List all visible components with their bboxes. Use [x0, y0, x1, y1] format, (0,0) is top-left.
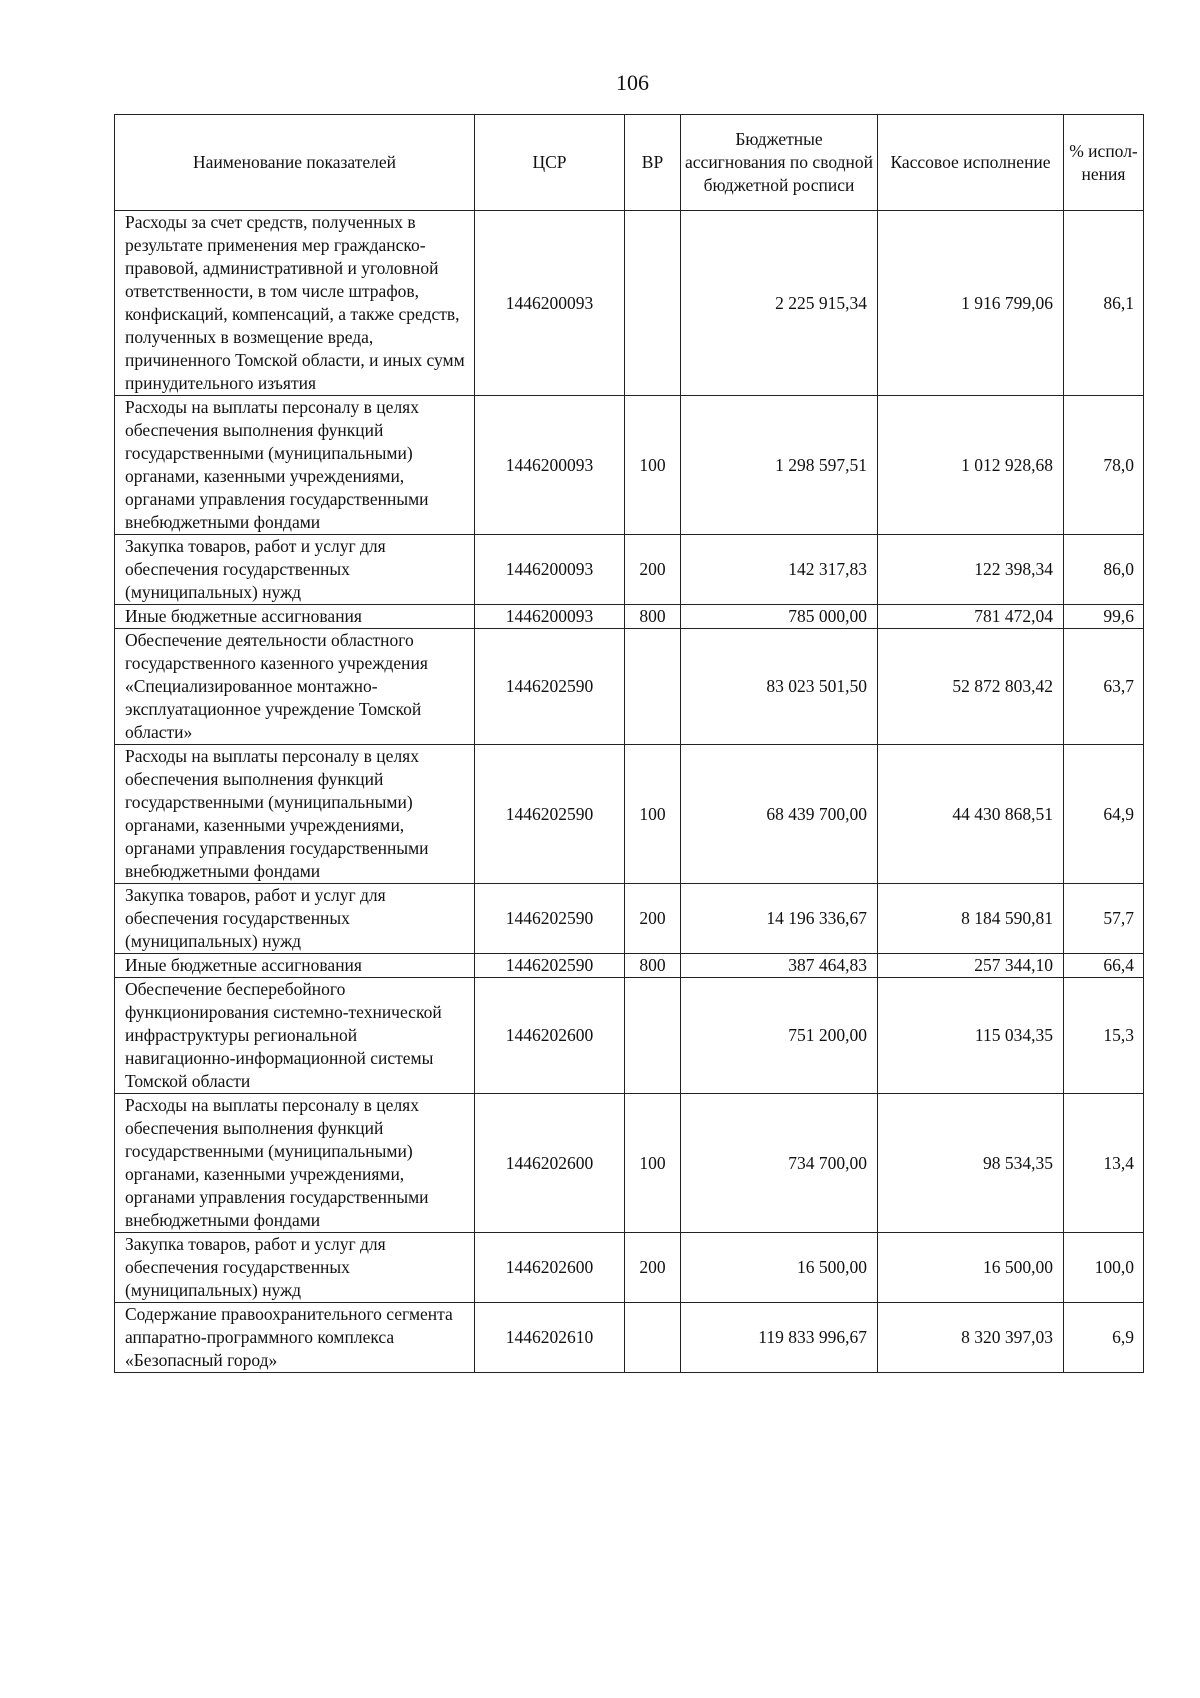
- cell-name: Расходы за счет средств, полученных в результате применения мер гражданско-правовой, административной и уголовной ответственности, в том числе штрафов, конфискаций, компенсаций, а также средств, полученных в возмещение вреда, причиненного Томской области, и иных сумм принудительного изъятия: [115, 211, 475, 396]
- header-name: Наименование показателей: [115, 115, 475, 211]
- cell-budget: 2 225 915,34: [681, 211, 878, 396]
- cell-vr: 800: [625, 605, 681, 629]
- table-row: [115, 1233, 1144, 1303]
- cell-name: Обеспечение деятельности областного государственного казенного учреждения «Специализированное монтажно-эксплуатационное учреждение Томской области»: [115, 629, 475, 745]
- cell-csr: 1446202600: [475, 978, 625, 1094]
- cell-cash: 781 472,04: [878, 605, 1064, 629]
- cell-cash: 1 012 928,68: [878, 396, 1064, 535]
- cell-vr: 200: [625, 535, 681, 605]
- table-body: [115, 211, 1144, 1373]
- cell-cash: 115 034,35: [878, 978, 1064, 1094]
- table-row: [115, 605, 1144, 629]
- cell-csr: 1446200093: [475, 396, 625, 535]
- cell-name: Содержание правоохранительного сегмента аппаратно-программного комплекса «Безопасный город»: [115, 1303, 475, 1373]
- cell-pct: 86,1: [1064, 211, 1144, 396]
- cell-vr: 100: [625, 396, 681, 535]
- cell-cash: 16 500,00: [878, 1233, 1064, 1303]
- table-row: [115, 1094, 1144, 1233]
- cell-vr: [625, 1303, 681, 1373]
- cell-budget: 83 023 501,50: [681, 629, 878, 745]
- table-row: [115, 884, 1144, 954]
- cell-vr: [625, 629, 681, 745]
- cell-name: Обеспечение бесперебойного функционирования системно-технической инфраструктуры региональной навигационно-информационной системы Томской области: [115, 978, 475, 1094]
- cell-pct: 100,0: [1064, 1233, 1144, 1303]
- cell-cash: 8 320 397,03: [878, 1303, 1064, 1373]
- cell-pct: 6,9: [1064, 1303, 1144, 1373]
- cell-name: Закупка товаров, работ и услуг для обеспечения государственных (муниципальных) нужд: [115, 1233, 475, 1303]
- cell-pct: 66,4: [1064, 954, 1144, 978]
- cell-cash: 98 534,35: [878, 1094, 1064, 1233]
- cell-pct: 15,3: [1064, 978, 1144, 1094]
- cell-cash: 1 916 799,06: [878, 211, 1064, 396]
- cell-cash: 8 184 590,81: [878, 884, 1064, 954]
- cell-name: Иные бюджетные ассигнования: [115, 605, 475, 629]
- cell-budget: 751 200,00: [681, 978, 878, 1094]
- cell-csr: 1446202600: [475, 1094, 625, 1233]
- cell-pct: 78,0: [1064, 396, 1144, 535]
- cell-budget: 387 464,83: [681, 954, 878, 978]
- cell-csr: 1446200093: [475, 535, 625, 605]
- header-budget: Бюджетные ассигнования по сводной бюджетной росписи: [681, 115, 878, 211]
- cell-vr: 200: [625, 884, 681, 954]
- cell-name: Иные бюджетные ассигнования: [115, 954, 475, 978]
- cell-vr: [625, 211, 681, 396]
- page-number: 106: [616, 70, 649, 95]
- cell-cash: 122 398,34: [878, 535, 1064, 605]
- table-row: [115, 211, 1144, 396]
- table-row: [115, 1303, 1144, 1373]
- cell-vr: 800: [625, 954, 681, 978]
- cell-budget: 734 700,00: [681, 1094, 878, 1233]
- cell-pct: 13,4: [1064, 1094, 1144, 1233]
- table-row: [115, 535, 1144, 605]
- cell-pct: 99,6: [1064, 605, 1144, 629]
- cell-vr: 100: [625, 745, 681, 884]
- cell-csr: 1446202590: [475, 745, 625, 884]
- cell-budget: 14 196 336,67: [681, 884, 878, 954]
- cell-name: Закупка товаров, работ и услуг для обеспечения государственных (муниципальных) нужд: [115, 884, 475, 954]
- cell-csr: 1446202590: [475, 629, 625, 745]
- table-header-row: [115, 115, 1144, 211]
- cell-pct: 86,0: [1064, 535, 1144, 605]
- cell-budget: 785 000,00: [681, 605, 878, 629]
- cell-vr: 100: [625, 1094, 681, 1233]
- cell-csr: 1446202600: [475, 1233, 625, 1303]
- cell-csr: 1446200093: [475, 605, 625, 629]
- cell-cash: 52 872 803,42: [878, 629, 1064, 745]
- cell-csr: 1446202590: [475, 884, 625, 954]
- header-pct: % испол-нения: [1064, 115, 1144, 211]
- cell-csr: 1446200093: [475, 211, 625, 396]
- cell-cash: 257 344,10: [878, 954, 1064, 978]
- cell-vr: [625, 978, 681, 1094]
- cell-name: Закупка товаров, работ и услуг для обеспечения государственных (муниципальных) нужд: [115, 535, 475, 605]
- cell-vr: 200: [625, 1233, 681, 1303]
- table-row: [115, 745, 1144, 884]
- budget-execution-table: [114, 114, 1144, 1373]
- header-vr: ВР: [625, 115, 681, 211]
- cell-name: Расходы на выплаты персоналу в целях обеспечения выполнения функций государственными (муниципальными) органами, казенными учреждениями, органами управления государственными внебюджетными фондами: [115, 396, 475, 535]
- cell-cash: 44 430 868,51: [878, 745, 1064, 884]
- cell-budget: 1 298 597,51: [681, 396, 878, 535]
- cell-csr: 1446202590: [475, 954, 625, 978]
- cell-pct: 57,7: [1064, 884, 1144, 954]
- table-row: [115, 396, 1144, 535]
- cell-budget: 16 500,00: [681, 1233, 878, 1303]
- table-row: [115, 629, 1144, 745]
- cell-pct: 64,9: [1064, 745, 1144, 884]
- header-cash: Кассовое исполнение: [878, 115, 1064, 211]
- cell-budget: 68 439 700,00: [681, 745, 878, 884]
- cell-pct: 63,7: [1064, 629, 1144, 745]
- header-csr: ЦСР: [475, 115, 625, 211]
- cell-budget: 119 833 996,67: [681, 1303, 878, 1373]
- cell-budget: 142 317,83: [681, 535, 878, 605]
- cell-csr: 1446202610: [475, 1303, 625, 1373]
- table-row: [115, 954, 1144, 978]
- table-row: [115, 978, 1144, 1094]
- cell-name: Расходы на выплаты персоналу в целях обеспечения выполнения функций государственными (муниципальными) органами, казенными учреждениями, органами управления государственными внебюджетными фондами: [115, 1094, 475, 1233]
- cell-name: Расходы на выплаты персоналу в целях обеспечения выполнения функций государственными (муниципальными) органами, казенными учреждениями, органами управления государственными внебюджетными фондами: [115, 745, 475, 884]
